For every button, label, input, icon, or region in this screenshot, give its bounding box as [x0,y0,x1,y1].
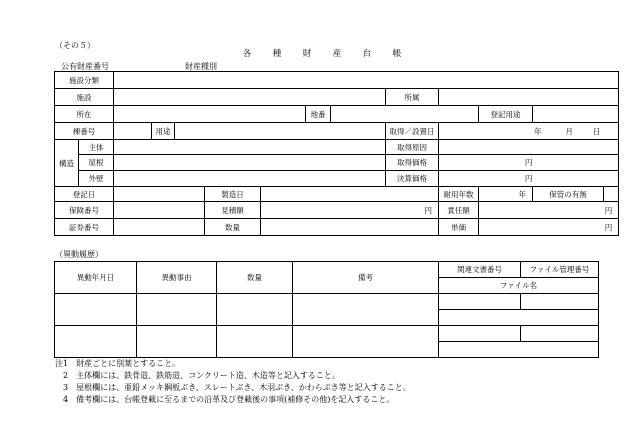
history-cell [217,326,293,358]
note-4: 4 備考欄には、台帳登載に至るまでの沿革及び登載後の事項(補修その他)を記入すること。 [55,395,395,404]
facility-value [114,89,386,106]
acquisition-price-value: 円 [439,155,619,171]
history-cell [137,294,217,326]
form-number: （その５） [55,41,95,50]
service-life-value: 年 [479,187,533,202]
exterior-wall-value [114,171,386,187]
history-reason-header: 異動事由 [137,262,217,294]
liability-value: 円 [479,202,619,219]
insurance-number-value [114,202,205,219]
location-label: 所在 [55,106,114,123]
history-cell [293,326,439,358]
day-unit: 日 [593,126,601,136]
lot-number-value [331,106,479,123]
title-char: 各 [242,49,252,59]
history-cell [137,326,217,358]
history-cell [293,294,439,326]
history-cell [55,326,137,358]
use-label: 用途 [152,123,175,140]
unit-price-label: 単価 [439,219,479,236]
note-1: 注1 財産ごとに別葉とすること。 [55,359,181,368]
history-remarks-header: 備考 [293,262,439,294]
file-mgmt-header: ファイル管理番号 [521,262,599,278]
history-cell [55,294,137,326]
asset-ledger-table [54,71,619,236]
manufacture-date-label: 製造日 [205,187,261,202]
acquisition-date-label: 取得／設置日 [386,123,439,140]
building-number-value [114,123,152,140]
certificate-number-label: 証券番号 [55,219,114,236]
quantity-value [261,219,439,236]
title-char: 種 [272,49,282,59]
history-cell [521,326,599,342]
file-name-header: ファイル名 [439,278,599,294]
history-row [55,294,599,310]
related-doc-header: 関連文書番号 [439,262,521,278]
affiliation-value [439,89,619,106]
history-cell [439,342,599,358]
estimate-value: 円 [261,202,439,219]
history-quantity-header: 数量 [217,262,293,294]
history-cell [439,326,521,342]
main-body-label: 主体 [79,140,114,155]
registration-date-label: 登記日 [55,187,114,202]
liability-label: 責任額 [439,202,479,219]
lot-number-label: 地番 [306,106,331,123]
settlement-price-value: 円 [439,171,619,187]
year-unit: 年 [534,126,542,136]
main-body-value [114,140,386,155]
history-date-header: 異動年月日 [55,262,137,294]
roof-label: 屋根 [79,155,114,171]
note-2: 2 主体欄には、鉄骨造、鉄筋造、コンクリート造、木造等と記入すること。 [55,371,340,380]
title-char: 台 [362,49,372,59]
storage-value [604,187,619,202]
roof-value [114,155,386,171]
title-char: 財 [302,49,312,59]
structure-label: 構造 [55,140,79,187]
facility-class-value [114,72,619,89]
insurance-number-label: 保険番号 [55,202,114,219]
location-value [114,106,306,123]
month-unit: 月 [565,126,573,136]
certificate-number-value [114,219,205,236]
history-cell [439,310,599,326]
exterior-wall-label: 外壁 [79,171,114,187]
facility-class-label: 施設分類 [55,72,114,89]
history-row [55,326,599,342]
asset-type-label: 財産種別 [185,62,217,71]
manufacture-date-value [261,187,439,202]
registered-use-label: 登記用途 [479,106,533,123]
change-history-table [54,261,599,358]
history-cell [439,294,521,310]
title-char: 帳 [392,49,402,59]
acquisition-reason-label: 取得原因 [386,140,439,155]
asset-number-label: 公有財産番号 [61,62,109,71]
history-cell [217,294,293,326]
storage-label: 保管の有無 [533,187,604,202]
unit-price-value: 円 [479,219,619,236]
history-section-label: （異動履歴） [55,250,103,259]
registered-use-value [533,106,619,123]
page-title [232,50,412,59]
quantity-label: 数量 [205,219,261,236]
facility-label: 施設 [55,89,114,106]
acquisition-reason-value [439,140,619,155]
note-3: 3 屋根欄には、亜鉛メッキ鋼板ぶき、スレートぶき、木羽ぶき、かわらぶき等と記入すること。 [55,383,411,392]
registration-date-value [114,187,205,202]
acquisition-date-value [439,123,619,140]
acquisition-price-label: 取得価格 [386,155,439,171]
history-cell [521,294,599,310]
use-value [175,123,386,140]
affiliation-label: 所属 [386,89,439,106]
estimate-label: 見積額 [205,202,261,219]
title-char: 産 [332,49,342,59]
service-life-label: 耐用年数 [439,187,479,202]
settlement-price-label: 決算価格 [386,171,439,187]
building-number-label: 棟番号 [55,123,114,140]
